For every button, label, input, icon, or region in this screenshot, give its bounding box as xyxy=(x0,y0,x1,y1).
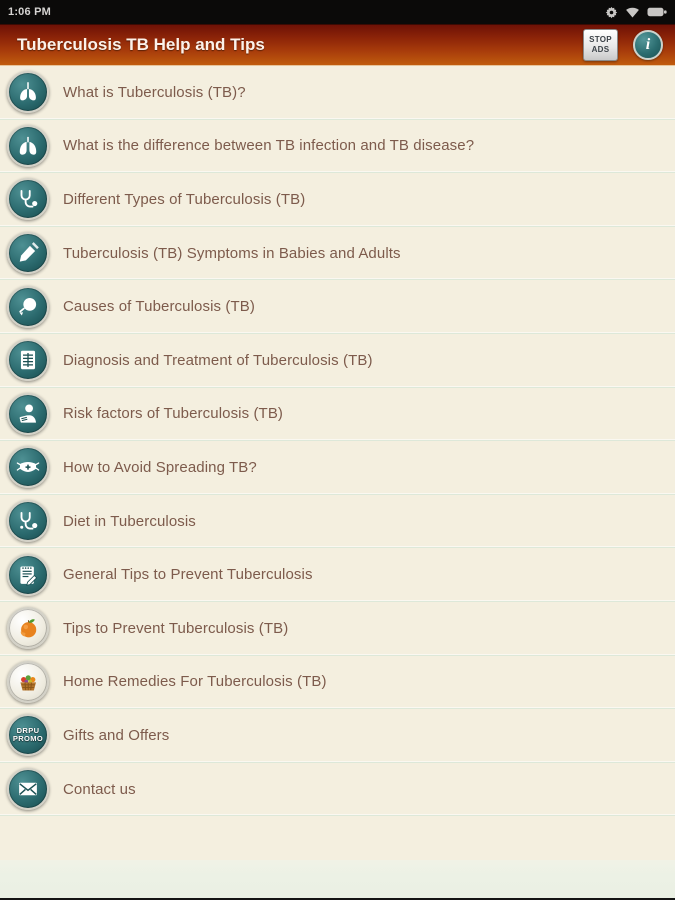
fruit-basket-icon xyxy=(7,661,49,703)
list-item-label: How to Avoid Spreading TB? xyxy=(63,458,257,476)
list-bottom-spacer xyxy=(0,816,675,860)
list-item-risk-factors[interactable] xyxy=(0,388,675,442)
list-item-label: Different Types of Tuberculosis (TB) xyxy=(63,190,306,208)
list-item-label: Diagnosis and Treatment of Tuberculosis (TB) xyxy=(63,351,373,369)
stop-ads-label-line2: ADS xyxy=(591,45,610,54)
list-item-label: What is Tuberculosis (TB)? xyxy=(63,83,246,101)
stethoscope-icon xyxy=(7,500,49,542)
lungs-icon xyxy=(7,125,49,167)
status-bar-icons xyxy=(605,6,667,19)
list-item-what-is-tb[interactable] xyxy=(0,66,675,120)
stop-ads-button[interactable] xyxy=(583,29,618,61)
envelope-icon xyxy=(7,768,49,810)
stop-ads-label-line1: STOP xyxy=(589,35,612,44)
list-item-tb-infection-vs-disease[interactable] xyxy=(0,120,675,174)
menu-list xyxy=(0,66,675,816)
stethoscope-icon xyxy=(7,178,49,220)
list-item-tb-symptoms[interactable] xyxy=(0,227,675,281)
list-item-causes-of-tb[interactable] xyxy=(0,280,675,334)
list-item-label: General Tips to Prevent Tuberculosis xyxy=(63,566,313,584)
orange-fruit-icon xyxy=(7,607,49,649)
sneezing-head-icon xyxy=(7,286,49,328)
page-title: Tuberculosis TB Help and Tips xyxy=(17,35,265,54)
status-bar xyxy=(0,0,675,24)
info-button[interactable] xyxy=(633,30,663,60)
list-item-label: What is the difference between TB infection and TB disease? xyxy=(63,137,475,155)
notepad-pencil-icon xyxy=(7,554,49,596)
list-item-avoid-spreading[interactable] xyxy=(0,441,675,495)
list-item-label: Home Remedies For Tuberculosis (TB) xyxy=(63,673,327,691)
list-item-types-of-tb[interactable] xyxy=(0,173,675,227)
lungs-icon xyxy=(7,71,49,113)
list-item-label: Tuberculosis (TB) Symptoms in Babies and Adults xyxy=(63,244,401,262)
face-mask-icon xyxy=(7,446,49,488)
app-header xyxy=(0,24,675,66)
list-item-label: Risk factors of Tuberculosis (TB) xyxy=(63,405,284,423)
list-item-contact-us[interactable] xyxy=(0,763,675,817)
list-item-home-remedies[interactable] xyxy=(0,656,675,710)
list-item-label: Diet in Tuberculosis xyxy=(63,512,196,530)
promo-badge-text-line2: PROMO xyxy=(12,734,44,744)
xray-report-icon xyxy=(7,339,49,381)
info-icon: i xyxy=(645,36,651,53)
list-item-diagnosis-treatment[interactable] xyxy=(0,334,675,388)
list-item-label: Causes of Tuberculosis (TB) xyxy=(63,298,255,316)
list-item-label: Contact us xyxy=(63,780,136,798)
list-item-diet-in-tb[interactable] xyxy=(0,495,675,549)
battery-icon xyxy=(647,7,667,17)
promo-badge-text-line1: DRPU xyxy=(16,725,40,735)
list-item-tips-to-prevent[interactable] xyxy=(0,602,675,656)
gear-icon xyxy=(605,6,618,19)
pencil-icon xyxy=(7,232,49,274)
list-item-label: Gifts and Offers xyxy=(63,726,170,744)
person-reading-icon xyxy=(7,393,49,435)
clock-time: 1:06 PM xyxy=(8,6,51,18)
promo-badge-icon xyxy=(7,714,49,756)
list-item-general-tips[interactable] xyxy=(0,548,675,602)
page-background xyxy=(0,860,675,898)
wifi-icon xyxy=(625,7,640,18)
list-item-label: Tips to Prevent Tuberculosis (TB) xyxy=(63,619,289,637)
list-item-gifts-offers[interactable] xyxy=(0,709,675,763)
